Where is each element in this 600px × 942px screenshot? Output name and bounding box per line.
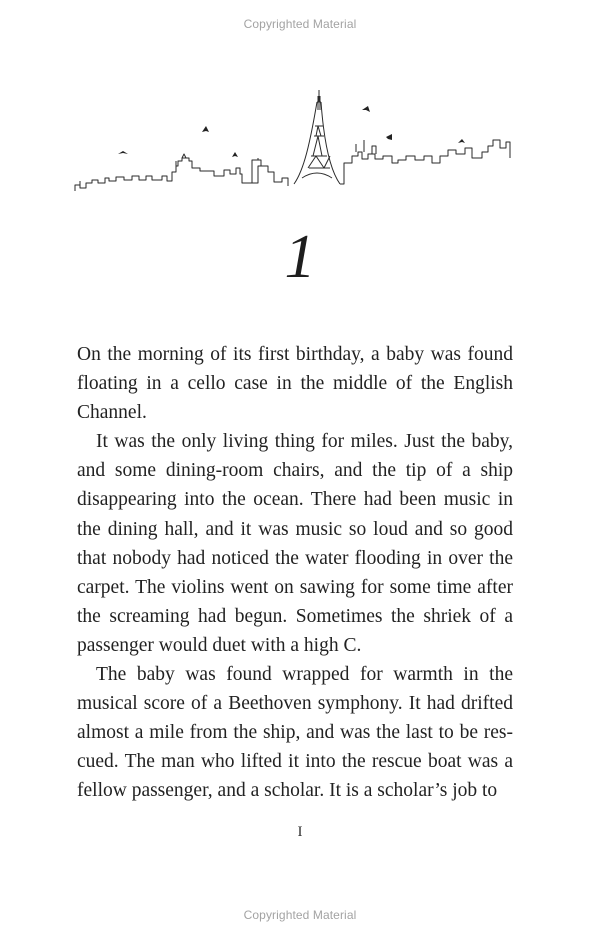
copyright-watermark-bottom: Copyrighted Material: [243, 908, 357, 922]
paragraph-1: On the morning of its first birthday, a baby was found floating in a cello case in the middle of the English Channel.: [77, 344, 513, 424]
copyright-watermark-top: Copyrighted Material: [243, 17, 357, 31]
chapter-body: [77, 340, 513, 806]
paris-skyline-illustration: [72, 88, 517, 200]
chapter-number: 1: [284, 223, 316, 291]
paragraph-2: It was the only living thing for miles. Just the baby, and some dining-room chairs, and the tip of a ship disappearing into the ocean. There had been music in the dining hall, and it was music so loud and so good that nobody had noticed the water flooding in over the carpet. The violins went on sawing for some time after the screaming had begun. Sometimes the shriek of a passenger would duet with a high C.: [77, 431, 513, 656]
paragraph-3: The baby was found wrapped for warmth in the musical score of a Beethoven symphony. It had drifted almost a mile from the ship, and was the last to be rescued. The man who lifted it into the rescue boat was a fellow passenger, and a scholar. It is a scholar’s job to: [77, 664, 513, 802]
page-number: I: [297, 824, 303, 840]
